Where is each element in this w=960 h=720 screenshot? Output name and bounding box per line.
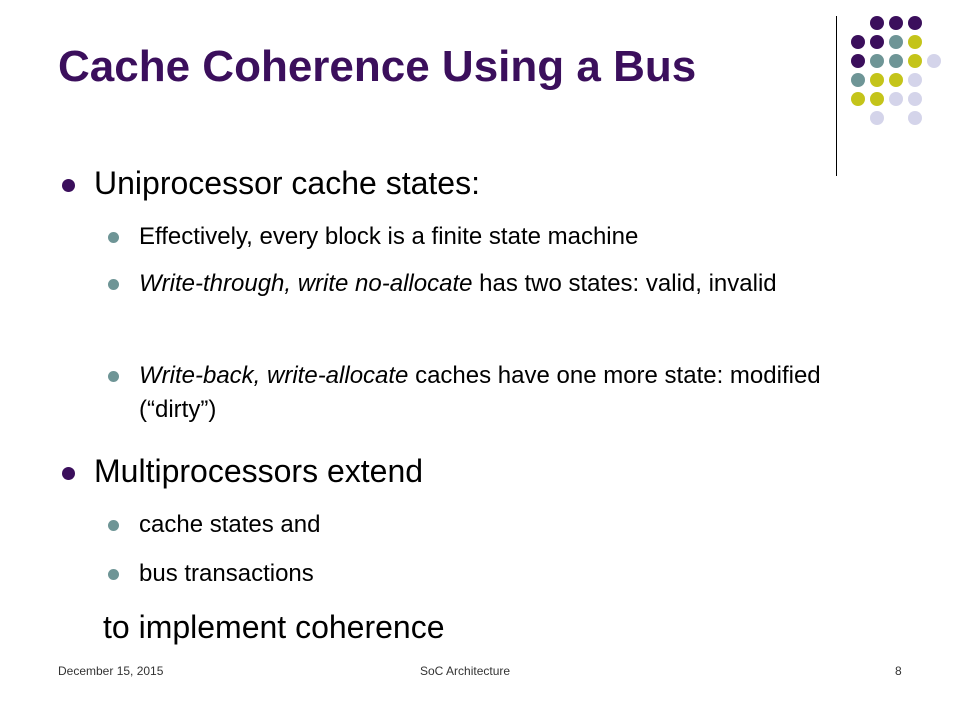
sub-bullet-write-through [139, 267, 869, 301]
decorative-dot [870, 111, 884, 125]
sub-bullet-text: Effectively, every block is a finite state machine [139, 223, 639, 250]
sub-bullet-dot-icon [108, 232, 119, 243]
decorative-dot [851, 54, 865, 68]
sub-bullet-text: cache states and [139, 511, 321, 538]
decorative-dot [889, 35, 903, 49]
bullet-text: Uniprocessor cache states: [94, 165, 480, 201]
decorative-dot [870, 16, 884, 30]
decorative-dot [870, 35, 884, 49]
decorative-dot [908, 16, 922, 30]
slide-title: Cache Coherence Using a Bus [58, 42, 697, 91]
footer-page-number: 8 [895, 664, 902, 678]
sub-bullet-dot-icon [108, 279, 119, 290]
sub-bullet-cache-states [139, 508, 839, 542]
decorative-dot [870, 73, 884, 87]
decorative-dot [908, 92, 922, 106]
decorative-dot [927, 54, 941, 68]
decorative-dot [870, 54, 884, 68]
decorative-dot [889, 73, 903, 87]
sub-bullet-fsm [139, 220, 899, 254]
decorative-dot [851, 92, 865, 106]
decorative-dot [889, 92, 903, 106]
sub-bullet-text: caches have one more state: modified (“dirty”) [139, 362, 821, 423]
continuation-text: to implement coherence [103, 609, 445, 645]
bullet-uniprocessor [94, 165, 480, 202]
decorative-dot [908, 73, 922, 87]
sub-bullet-bus-transactions [139, 557, 839, 591]
decorative-dot [889, 16, 903, 30]
divider-line [836, 16, 837, 176]
bullet-dot-icon [62, 467, 75, 480]
sub-bullet-text: has two states: valid, invalid [472, 270, 777, 297]
sub-bullet-emphasis: Write-back, write-allocate [139, 362, 409, 389]
sub-bullet-dot-icon [108, 520, 119, 531]
decorative-dot [908, 35, 922, 49]
bullet-text: Multiprocessors extend [94, 453, 424, 489]
footer-course: SoC Architecture [420, 664, 511, 678]
bullet-dot-icon [62, 179, 75, 192]
decorative-dot [870, 92, 884, 106]
sub-bullet-dot-icon [108, 371, 119, 382]
sub-bullet-emphasis: Write-through, write no-allocate [139, 270, 473, 297]
sub-bullet-write-back [139, 359, 899, 427]
sub-bullet-text: bus transactions [139, 560, 314, 587]
footer-date: December 15, 2015 [58, 664, 164, 678]
bullet-multiprocessors [94, 453, 423, 490]
decorative-dot [851, 73, 865, 87]
decorative-dot [851, 35, 865, 49]
sub-bullet-dot-icon [108, 569, 119, 580]
decorative-dot [908, 54, 922, 68]
decorative-dot [889, 54, 903, 68]
decorative-dot [908, 111, 922, 125]
